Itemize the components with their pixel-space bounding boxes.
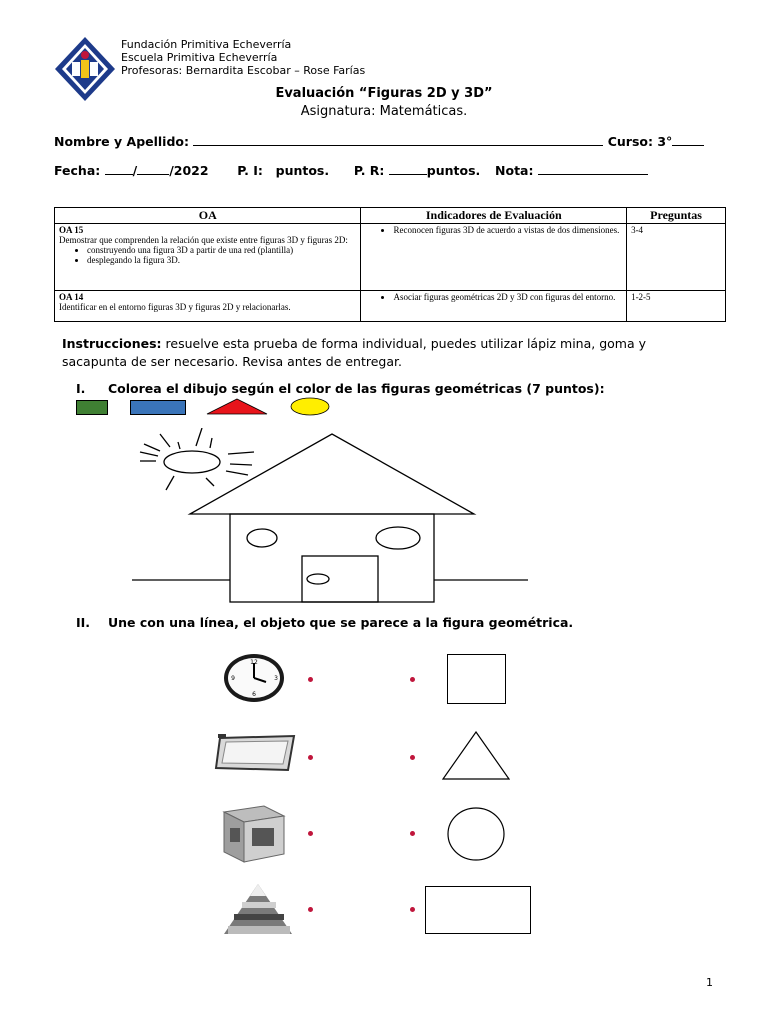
date-row: Fecha: / /2022 P. I: puntos. P. R: puntos. Nota: [54,163,648,178]
green-rectangle [76,400,108,415]
grade-field[interactable] [538,163,648,175]
oa-text: Identificar en el entorno figuras 3D y figuras 2D y relacionarlas. [59,302,291,312]
name-label: Nombre y Apellido: [54,134,190,149]
instructions [62,335,712,371]
shape-dot[interactable] [410,831,415,836]
svg-text:3: 3 [274,675,278,682]
table-row [55,224,726,291]
triangle-shape [442,731,510,781]
course-field[interactable] [672,134,704,146]
tray-image[interactable] [214,730,296,776]
rectangle-shape [425,886,531,934]
subject-title: Asignatura: Matemáticas. [300,104,468,119]
circle-shape [446,806,506,862]
header-questions: Preguntas [627,208,726,224]
pi-unit: puntos. [275,163,330,178]
shape-dot[interactable] [410,677,415,682]
pr-unit: puntos. [426,163,481,178]
blue-rectangle [130,400,186,415]
indicator-cell [361,224,627,291]
month-field[interactable] [137,163,169,175]
date-label: Fecha: [54,163,101,178]
section1-number: I. [76,381,86,396]
table-row [55,291,726,322]
clock-image[interactable] [222,652,286,704]
header-oa: OA [55,208,361,224]
oa-text: Demostrar que comprenden la relación que existe entre figuras 3D y figuras 2D: [59,235,348,245]
header-indicators: Indicadores de Evaluación [361,208,627,224]
instructions-label: Instrucciones: [62,336,162,351]
page-title: Evaluación “Figuras 2D y 3D” [275,86,493,101]
oa-code: OA 15 [59,225,84,235]
header-text [121,38,365,77]
section2-title: Une con una línea, el objeto que se parece a la figura geométrica. [108,615,574,630]
object-dot[interactable] [308,755,313,760]
house-drawing [56,428,552,603]
oa-cell [55,291,361,322]
teachers: Profesoras: Bernardita Escobar – Rose Farías [121,64,366,77]
foundation-name: Fundación Primitiva Echeverría [121,38,292,51]
shape-dot[interactable] [410,755,415,760]
svg-text:12: 12 [250,659,258,666]
cube-image[interactable] [218,802,290,864]
svg-text:6: 6 [252,691,256,698]
oa-bullet: • desplegando la figura 3D. [87,255,356,265]
grade-label: Nota: [495,163,534,178]
name-row [54,134,704,149]
indicator-text: • Asociar figuras geométricas 2D y 3D con figuras del entorno. [393,292,622,302]
object-dot[interactable] [308,831,313,836]
questions-cell: 3-4 [627,224,726,291]
svg-text:9: 9 [231,675,235,682]
indicator-cell [361,291,627,322]
square-shape [447,654,506,704]
pyramid-image[interactable] [220,882,294,940]
name-field[interactable] [193,134,603,146]
yellow-oval [290,397,330,416]
object-dot[interactable] [308,907,313,912]
object-dot[interactable] [308,677,313,682]
pr-field[interactable] [389,163,427,175]
day-field[interactable] [105,163,133,175]
course-label: Curso: 3° [607,134,673,149]
red-triangle [206,398,268,415]
oa-table [54,207,726,322]
pr-label: P. R: [353,163,385,178]
indicator-text: • Reconocen figuras 3D de acuerdo a vistas de dos dimensiones. [393,225,622,235]
oa-cell [55,224,361,291]
oa-code: OA 14 [59,292,84,302]
section1-title: Colorea el dibujo según el color de las figuras geométricas (7 puntos): [108,381,605,396]
table-header-row [55,208,726,224]
instructions-text: resuelve esta prueba de forma individual, puedes utilizar lápiz mina, goma y sacapunta de ser necesario. Revisa antes de entregar. [62,336,646,369]
oa-bullet: • construyendo una figura 3D a partir de una red (plantilla) [87,245,356,255]
pi-label: P. I: [237,163,263,178]
questions-cell: 1-2-5 [627,291,726,322]
shape-dot[interactable] [410,907,415,912]
page-number: 1 [706,976,713,989]
school-name: Escuela Primitiva Echeverría [121,51,278,64]
year-text: /2022 [169,163,209,178]
section2-number: II. [76,615,91,630]
